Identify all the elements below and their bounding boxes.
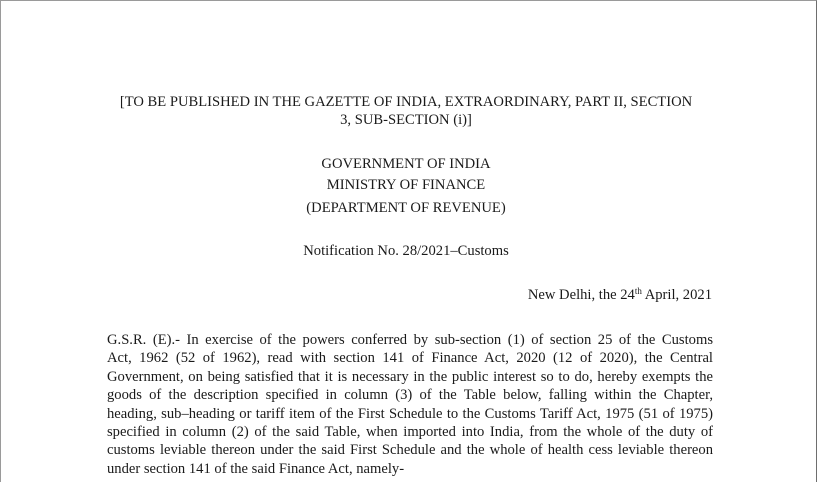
body-line: heading, sub–heading or tariff item of the First Schedule to the Customs Tariff Act, 1975 (51 of 1975)	[107, 405, 713, 422]
department-title: (DEPARTMENT OF REVENUE)	[306, 200, 506, 216]
body-line: under section 141 of the said Finance Act, namely-	[107, 460, 405, 477]
date-ordinal: th	[634, 286, 642, 296]
body-line: G.S.R. (E).- In exercise of the powers conferred by sub-section (1) of section 25 of the Customs	[107, 332, 713, 348]
notification-date	[528, 286, 712, 304]
government-title: GOVERNMENT OF INDIA	[321, 156, 491, 172]
date-prefix: New Delhi, the 24	[527, 287, 635, 303]
body-line: Act, 1962 (52 of 1962), read with section 141 of Finance Act, 2020 (12 of 2020), the Central	[107, 350, 713, 367]
notification-body	[107, 331, 713, 478]
body-line: Government, on being satisfied that it is necessary in the public interest so to do, hereby exempts the	[107, 368, 713, 385]
gazette-heading-line1: [TO BE PUBLISHED IN THE GAZETTE OF INDIA, EXTRAORDINARY, PART II, SECTION	[119, 94, 693, 110]
date-suffix: April, 2021	[641, 287, 712, 303]
body-line: specified in column (2) of the said Table, when imported into India, from the whole of the duty of	[107, 423, 713, 440]
notification-number: Notification No. 28/2021–Customs	[303, 243, 509, 259]
body-line: customs leviable thereon under the said First Schedule and the whole of health cess leviable thereon	[107, 442, 713, 459]
body-line: goods of the description specified in column (3) of the Table below, falling within the Chapter,	[107, 387, 713, 404]
gazette-heading-line2: 3, SUB-SECTION (i)]	[340, 112, 472, 128]
ministry-title: MINISTRY OF FINANCE	[326, 177, 486, 193]
